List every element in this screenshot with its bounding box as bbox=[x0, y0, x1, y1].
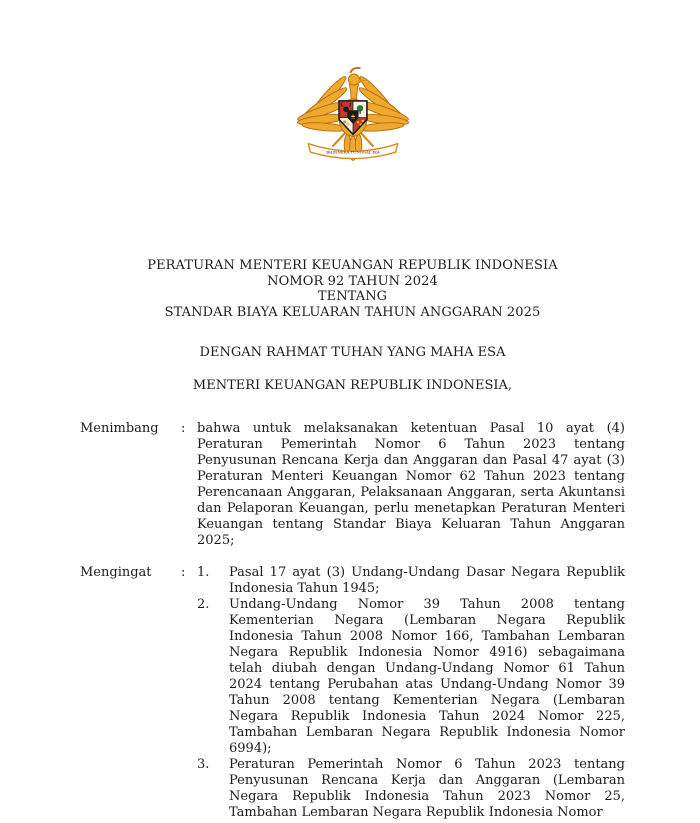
title-line-regulation: PERATURAN MENTERI KEUANGAN REPUBLIK INDONESIA bbox=[147, 258, 558, 273]
item-number: 1. bbox=[197, 565, 210, 580]
mengingat-section bbox=[80, 565, 625, 821]
title-line-number: NOMOR 92 TAHUN 2024 bbox=[267, 273, 438, 289]
mengingat-colon: : bbox=[181, 565, 186, 580]
emblem-banner-text: BHINNEKA TUNGGAL IKA bbox=[325, 149, 380, 155]
pancasila-star-icon: ★ bbox=[349, 113, 356, 122]
legal-basis-item-2 bbox=[197, 597, 625, 757]
item-number: 2. bbox=[197, 597, 210, 612]
menimbang-label: Menimbang bbox=[80, 421, 159, 436]
title-line-subject: STANDAR BIAYA KELUARAN TAHUN ANGGARAN 2025 bbox=[164, 304, 541, 320]
garuda-pancasila-icon bbox=[297, 60, 409, 166]
authority-line: MENTERI KEUANGAN REPUBLIK INDONESIA, bbox=[192, 377, 513, 393]
mengingat-label: Mengingat bbox=[80, 565, 152, 580]
item-text: Undang-Undang Nomor 39 Tahun 2008 tentang Kementerian Negara (Lembaran Negara Republik Indonesia Tahun 2008 Nomor 166, Tambahan Lembaran Negara Republik Indonesia Nomor 4916) sebagaimana telah diubah dengan Undang-Undang Nomor 61 Tahun 2024 tentang Perubahan atas Undang-Undang Nomor 39 Tahun 2008 tentang Kementerian Negara (Lembaran Negara Republik Indonesia Tahun 2024 Nomor 225, Tambahan Lembaran Negara Republik Indonesia Nomor 6994); bbox=[229, 597, 625, 756]
menimbang-colon: : bbox=[181, 421, 186, 436]
item-number: 3. bbox=[197, 757, 210, 772]
menimbang-section bbox=[80, 421, 625, 549]
legal-basis-item-1 bbox=[197, 565, 625, 597]
invocation-line: DENGAN RAHMAT TUHAN YANG MAHA ESA bbox=[199, 345, 506, 360]
legal-basis-item-3 bbox=[197, 757, 625, 821]
item-text: Pasal 17 ayat (3) Undang-Undang Dasar Negara Republik Indonesia Tahun 1945; bbox=[229, 565, 625, 596]
legal-basis-list bbox=[197, 565, 625, 821]
menimbang-paragraph: bahwa untuk melaksanakan ketentuan Pasal 10 ayat (4) Peraturan Pemerintah Nomor 6 Tahun 2023 tentang Penyusunan Rencana Kerja dan Anggaran dan Pasal 47 ayat (3) Peraturan Menteri Keuangan Nomor 62 Tahun 2023 tentang Perencanaan Anggaran, Pelaksanaan Anggaran, serta Akuntansi dan Pelaporan Keuangan, perlu menetapkan Peraturan Menteri Keuangan tentang Standar Biaya Keluaran Tahun Anggaran 2025; bbox=[197, 421, 625, 548]
title-line-tentang: TENTANG bbox=[317, 289, 388, 304]
document-title-block bbox=[80, 258, 625, 320]
menimbang-content bbox=[197, 421, 625, 549]
emblem-container bbox=[80, 60, 625, 168]
item-text: Peraturan Pemerintah Nomor 6 Tahun 2023 tentang Penyusunan Rencana Kerja dan Anggaran (Lembaran Negara Republik Indonesia Tahun 2023 Nomor 25, Tambahan Lembaran Negara Republik Indonesia Nomor bbox=[229, 757, 625, 820]
